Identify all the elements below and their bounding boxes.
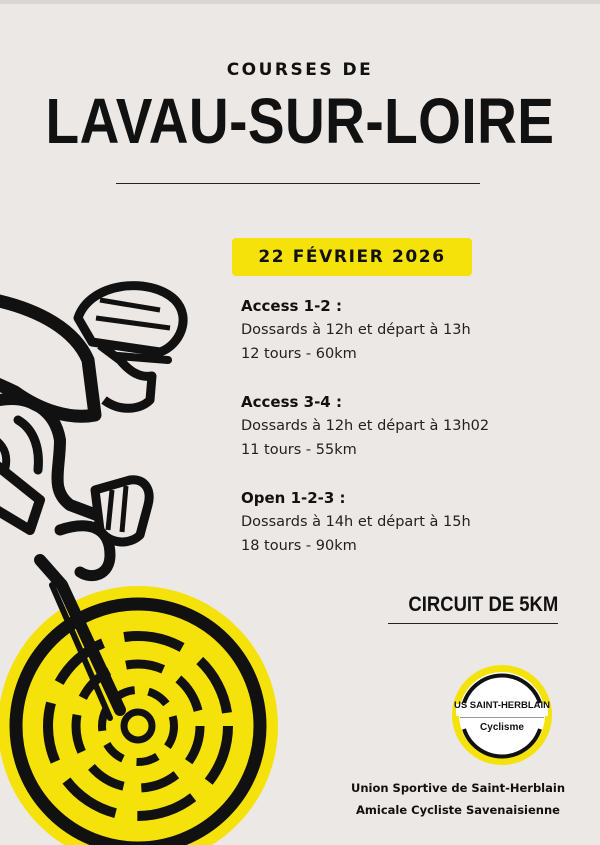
logo-top-text: US SAINT-HERBLAIN (453, 700, 551, 711)
race-name: Access 1-2 : (241, 297, 342, 315)
race-distance: 11 tours - 55km (241, 442, 357, 458)
race-distance: 18 tours - 90km (241, 538, 357, 554)
club-logo-icon (450, 663, 554, 767)
top-border (0, 0, 600, 4)
organizer-1: Union Sportive de Saint-Herblain (350, 781, 566, 795)
cyclist-icon (0, 270, 300, 845)
race-schedule: Dossards à 14h et départ à 15h (241, 514, 471, 530)
circuit-label: CIRCUIT DE 5KM (408, 593, 559, 616)
logo-bottom-text: Cyclisme (480, 722, 524, 733)
date-text: 22 FÉVRIER 2026 (258, 247, 446, 267)
organizer-2: Amicale Cycliste Savenaisienne (356, 803, 560, 817)
race-name: Access 3-4 : (241, 393, 342, 411)
circuit-divider (388, 623, 558, 624)
race-schedule: Dossards à 12h et départ à 13h (241, 322, 471, 338)
page-title: LAVAU-SUR-LOIRE (45, 85, 555, 157)
race-distance: 12 tours - 60km (241, 346, 357, 362)
subtitle: COURSES DE (226, 60, 374, 80)
race-name: Open 1-2-3 : (241, 489, 346, 507)
race-schedule: Dossards à 12h et départ à 13h02 (241, 418, 490, 434)
title-divider (116, 183, 480, 184)
